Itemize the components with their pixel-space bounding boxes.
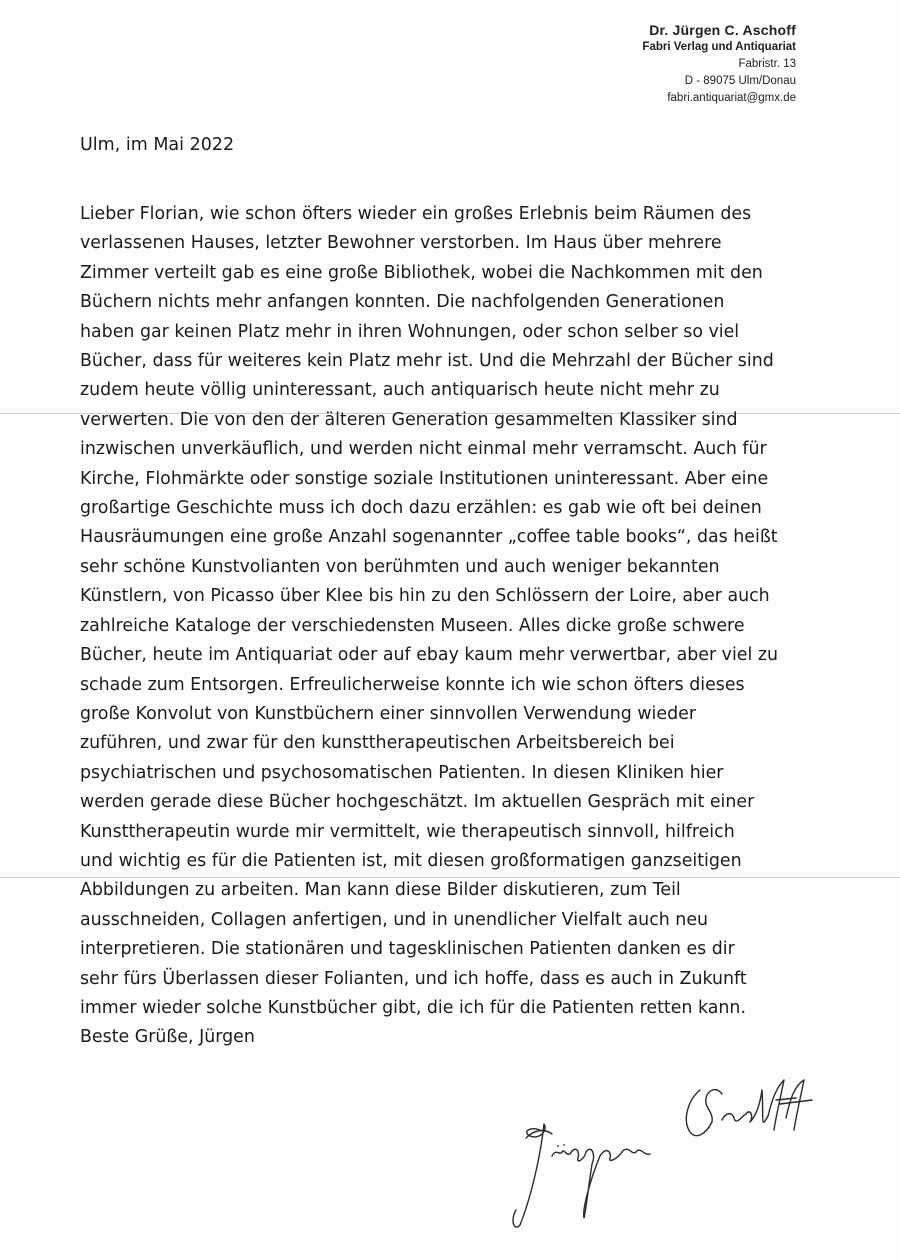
body-line: Lieber Florian, wie schon öfters wieder ein großes Erlebnis beim Räumen des [80, 204, 752, 224]
body-line: Künstlern, von Picasso über Klee bis hin zu den Schlössern der Loire, aber auch [80, 586, 770, 607]
body-line: verlassenen Hauses, letzter Bewohner verstorben. Im Haus über mehrere [80, 233, 722, 254]
body-line: werden gerade diese Bücher hochgeschätzt. Im aktuellen Gespräch mit einer [80, 792, 755, 813]
sender-name: Dr. Jürgen C. Aschoff [649, 22, 796, 38]
body-line: zahlreiche Kataloge der verschiedensten Museen. Alles dicke große schwere [80, 615, 745, 636]
letter-body [80, 200, 820, 1053]
body-line: verwerten. Die von den der älteren Generation gesammelten Klassiker sind [80, 409, 738, 430]
handwritten-signature [500, 1060, 830, 1240]
body-line: Kunsttherapeutin wurde mir vermittelt, wie therapeutisch sinnvoll, hilfreich [80, 821, 735, 842]
body-line: immer wieder solche Kunstbücher gibt, die ich für die Patienten retten kann. [80, 997, 746, 1018]
body-line: Hausräumungen eine große Anzahl sogenannter „coffee table books“, das heißt [80, 527, 778, 548]
body-line: Abbildungen zu arbeiten. Man kann diese Bilder diskutieren, zum Teil [80, 880, 681, 901]
body-line: Zimmer verteilt gab es eine große Bibliothek, wobei die Nachkommen mit den [80, 262, 763, 283]
body-line: inzwischen unverkäuflich, und werden nicht einmal mehr verramscht. Auch für [80, 439, 767, 460]
body-line: interpretieren. Die stationären und tagesklinischen Patienten danken es dir [80, 939, 735, 960]
body-line: und wichtig es für die Patienten ist, mit diesen großformatigen ganzseitigen [80, 850, 742, 871]
body-line: zudem heute völlig uninteressant, auch antiquarisch heute nicht mehr zu [80, 380, 720, 401]
body-line: große Konvolut von Kunstbüchern einer sinnvollen Verwendung wieder [80, 703, 696, 724]
sender-city: D - 89075 Ulm/Donau [684, 75, 796, 87]
body-line: schade zum Entsorgen. Erfreulicherweise konnte ich wie schon öfters dieses [80, 674, 745, 695]
body-line: psychiatrischen und psychosomatischen Patienten. In diesen Kliniken hier [80, 762, 724, 783]
body-line: Bücher, dass für weiteres kein Platz mehr ist. Und die Mehrzahl der Bücher sind [80, 351, 774, 372]
body-line: Büchern nichts mehr anfangen konnten. Die nachfolgenden Generationen [80, 292, 725, 313]
body-line: sehr schöne Kunstvolianten von berühmten und auch weniger bekannten [80, 556, 720, 577]
body-line: haben gar keinen Platz mehr in ihren Wohnungen, oder schon selber so viel [80, 321, 740, 342]
body-line: sehr fürs Überlassen dieser Folianten, und ich hoffe, dass es auch in Zukunft [80, 968, 747, 989]
body-line: großartige Geschichte muss ich doch dazu erzählen: es gab wie oft bei deinen [80, 498, 762, 519]
body-line: Bücher, heute im Antiquariat oder auf ebay kaum mehr verwertbar, aber viel zu [80, 645, 778, 666]
letterhead [642, 22, 796, 107]
sender-street: Fabristr. 13 [738, 58, 796, 70]
closing-line: Beste Grüße, Jürgen [80, 1027, 255, 1048]
date-line: Ulm, im Mai 2022 [80, 135, 235, 155]
sender-company: Fabri Verlag und Antiquariat [642, 41, 796, 53]
body-line: Kirche, Flohmärkte oder sonstige soziale Institutionen uninteressant. Aber eine [80, 468, 769, 489]
sender-email: fabri.antiquariat@gmx.de [667, 92, 796, 104]
body-line: ausschneiden, Collagen anfertigen, und in unendlicher Vielfalt auch neu [80, 909, 709, 930]
body-line: zuführen, und zwar für den kunsttherapeutischen Arbeitsbereich bei [80, 733, 675, 754]
